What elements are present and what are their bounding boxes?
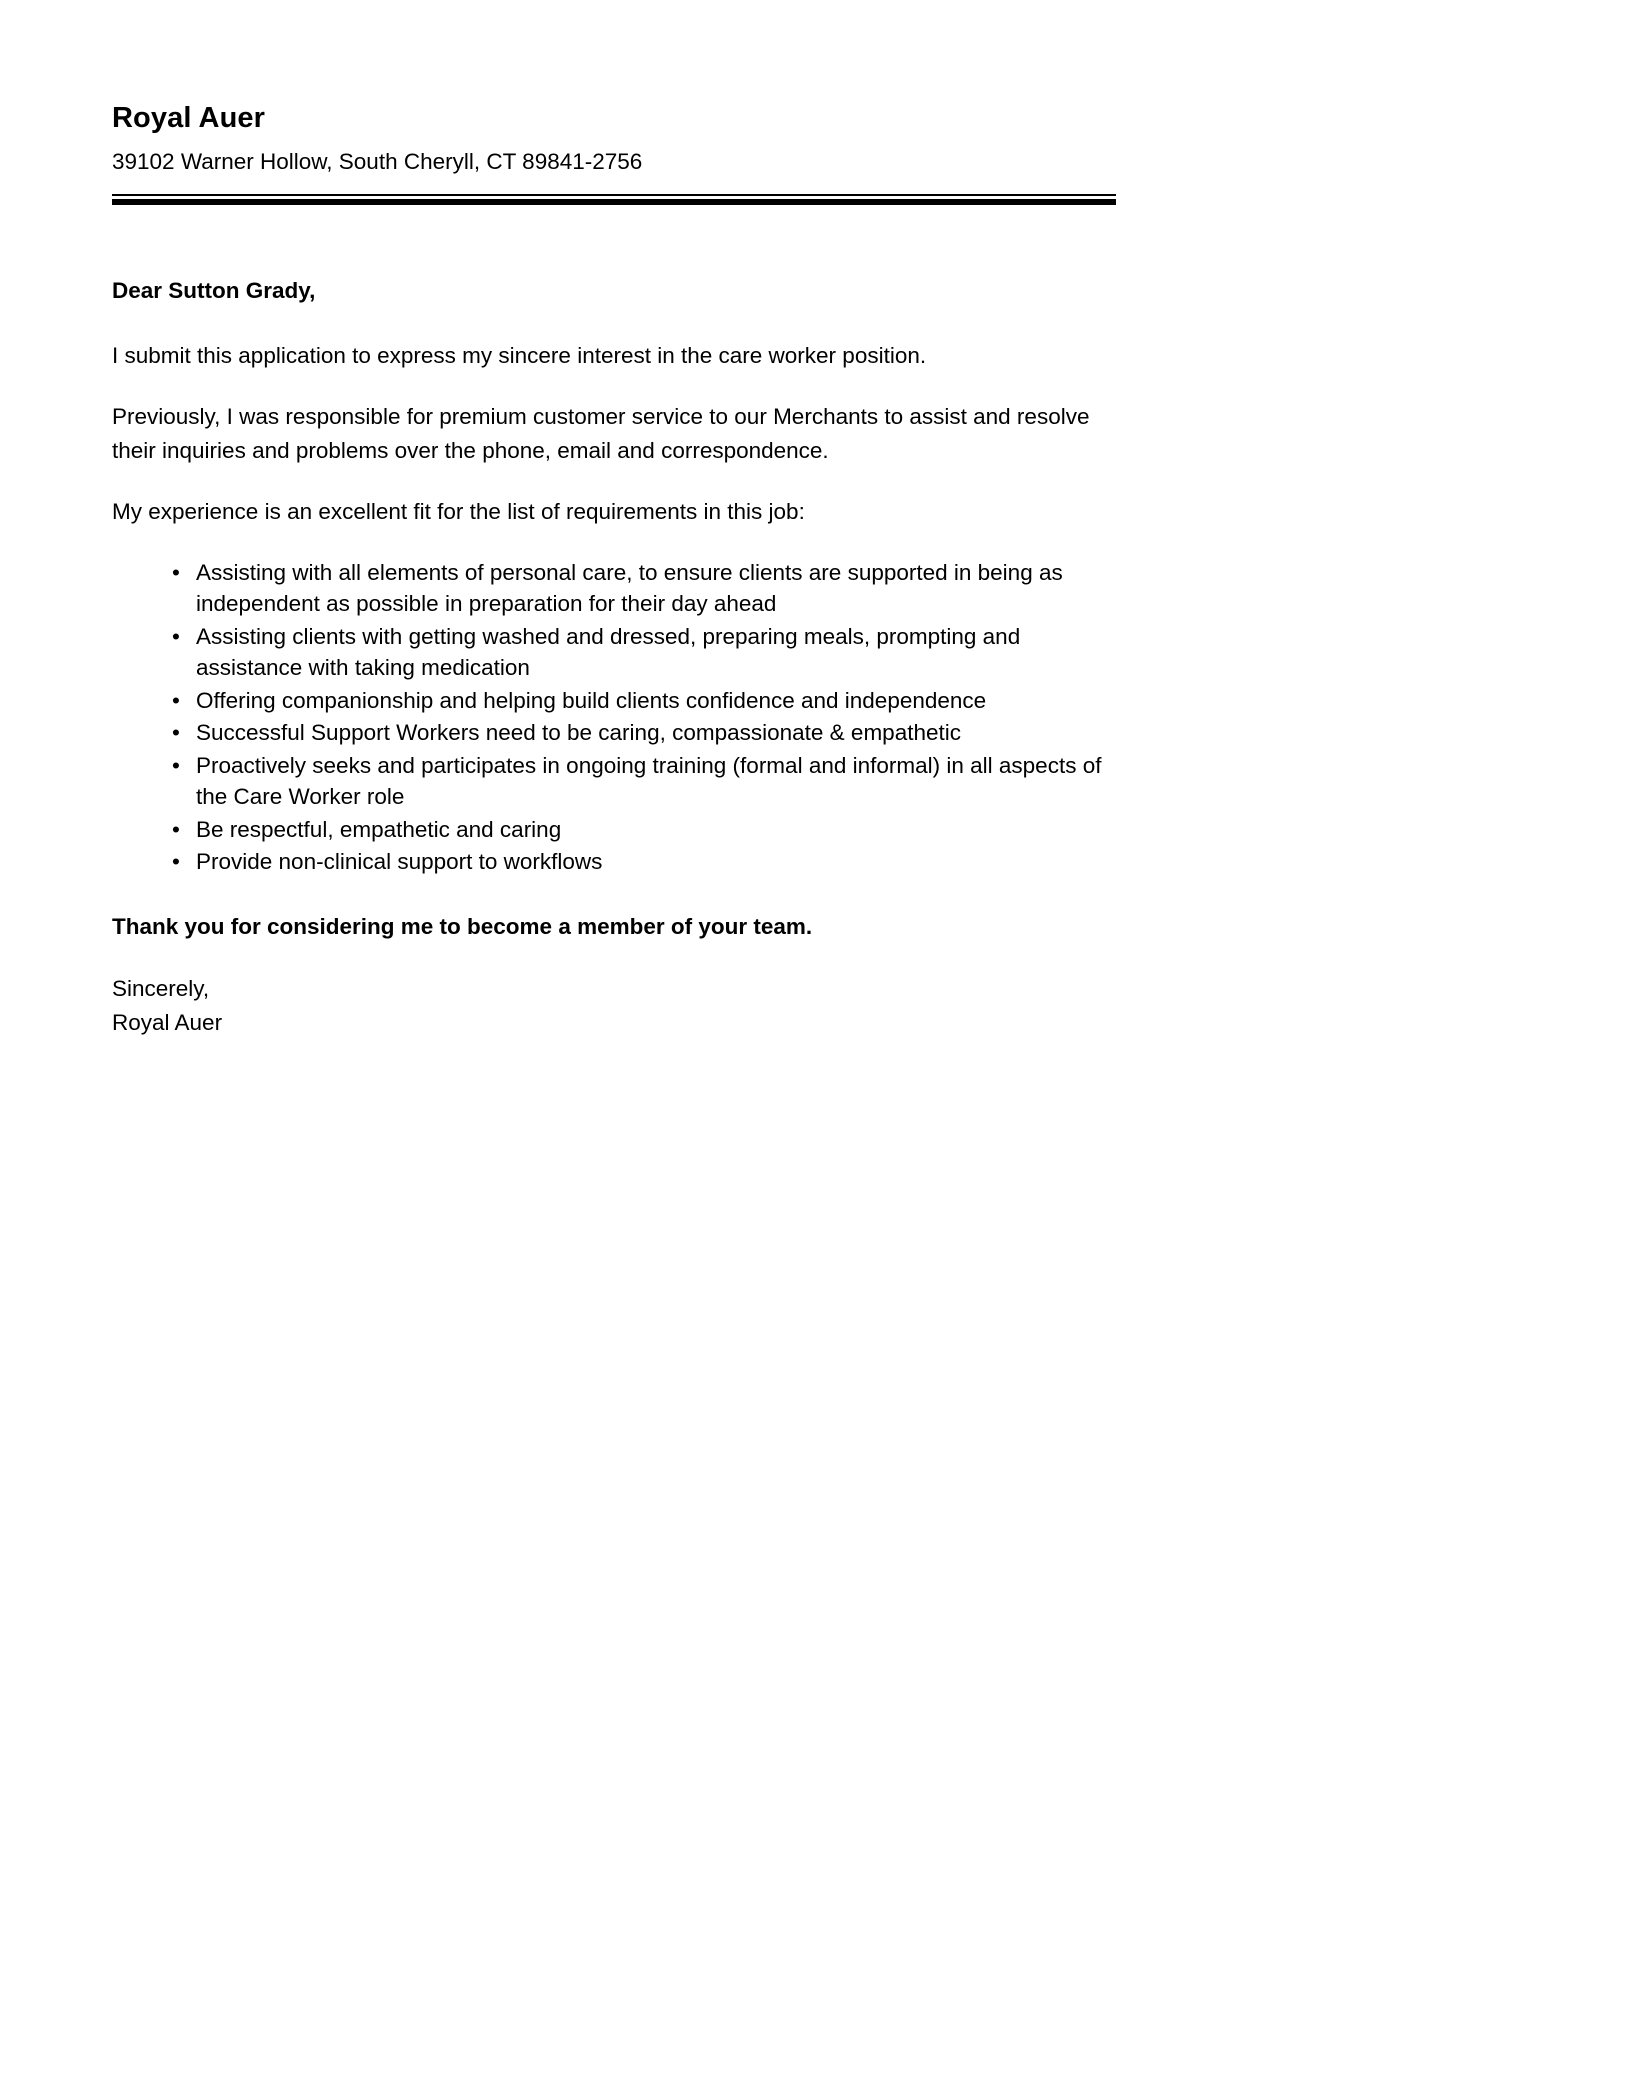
list-item	[112, 717, 1116, 749]
list-item	[112, 750, 1116, 813]
body-paragraph-2: Previously, I was responsible for premium customer service to our Merchants to assist and resolve their inquiries and problems over the phone, email and correspondence.	[112, 403, 1090, 464]
bullet-icon: •	[172, 559, 180, 585]
closing-statement: Thank you for considering me to become a member of your team.	[112, 913, 813, 939]
letter-body	[112, 275, 1116, 1040]
list-item-text: Assisting clients with getting washed and dressed, preparing meals, prompting and assistance with taking medication	[196, 623, 1021, 681]
list-item-text: Assisting with all elements of personal care, to ensure clients are supported in being as independent as possible in preparation for their day ahead	[196, 559, 1063, 617]
list-item	[112, 685, 1116, 717]
letterhead	[112, 0, 1116, 182]
list-item	[112, 557, 1116, 620]
header-divider	[112, 194, 1116, 205]
list-item-text: Proactively seeks and participates in ongoing training (formal and informal) in all aspects of the Care Worker role	[196, 752, 1102, 810]
bullet-icon: •	[172, 623, 180, 649]
list-item-text: Offering companionship and helping build clients confidence and independence	[196, 687, 987, 713]
divider-thick-rule	[112, 199, 1116, 205]
signature-name: Royal Auer	[112, 1010, 223, 1036]
body-paragraph-3: My experience is an excellent fit for the list of requirements in this job:	[112, 499, 805, 525]
list-item-text: Provide non-clinical support to workflows	[196, 849, 603, 875]
signature-block	[112, 972, 1116, 1040]
bullet-icon: •	[172, 816, 180, 842]
list-item-text: Successful Support Workers need to be caring, compassionate & empathetic	[196, 720, 961, 746]
bullet-icon: •	[172, 720, 180, 746]
body-paragraph-1: I submit this application to express my sincere interest in the care worker position.	[112, 342, 927, 368]
list-item	[112, 846, 1116, 878]
salutation: Dear Sutton Grady,	[112, 278, 316, 304]
list-item	[112, 814, 1116, 846]
list-item-text: Be respectful, empathetic and caring	[196, 816, 562, 842]
list-item	[112, 621, 1116, 684]
sender-name: Royal Auer	[112, 102, 266, 134]
bullet-icon: •	[172, 687, 180, 713]
valediction: Sincerely,	[112, 976, 210, 1002]
bullet-icon: •	[172, 849, 180, 875]
requirements-list	[112, 557, 1116, 878]
bullet-icon: •	[172, 752, 180, 778]
sender-address: 39102 Warner Hollow, South Cheryll, CT 89841-2756	[112, 149, 643, 175]
letter-content	[112, 0, 1116, 1040]
